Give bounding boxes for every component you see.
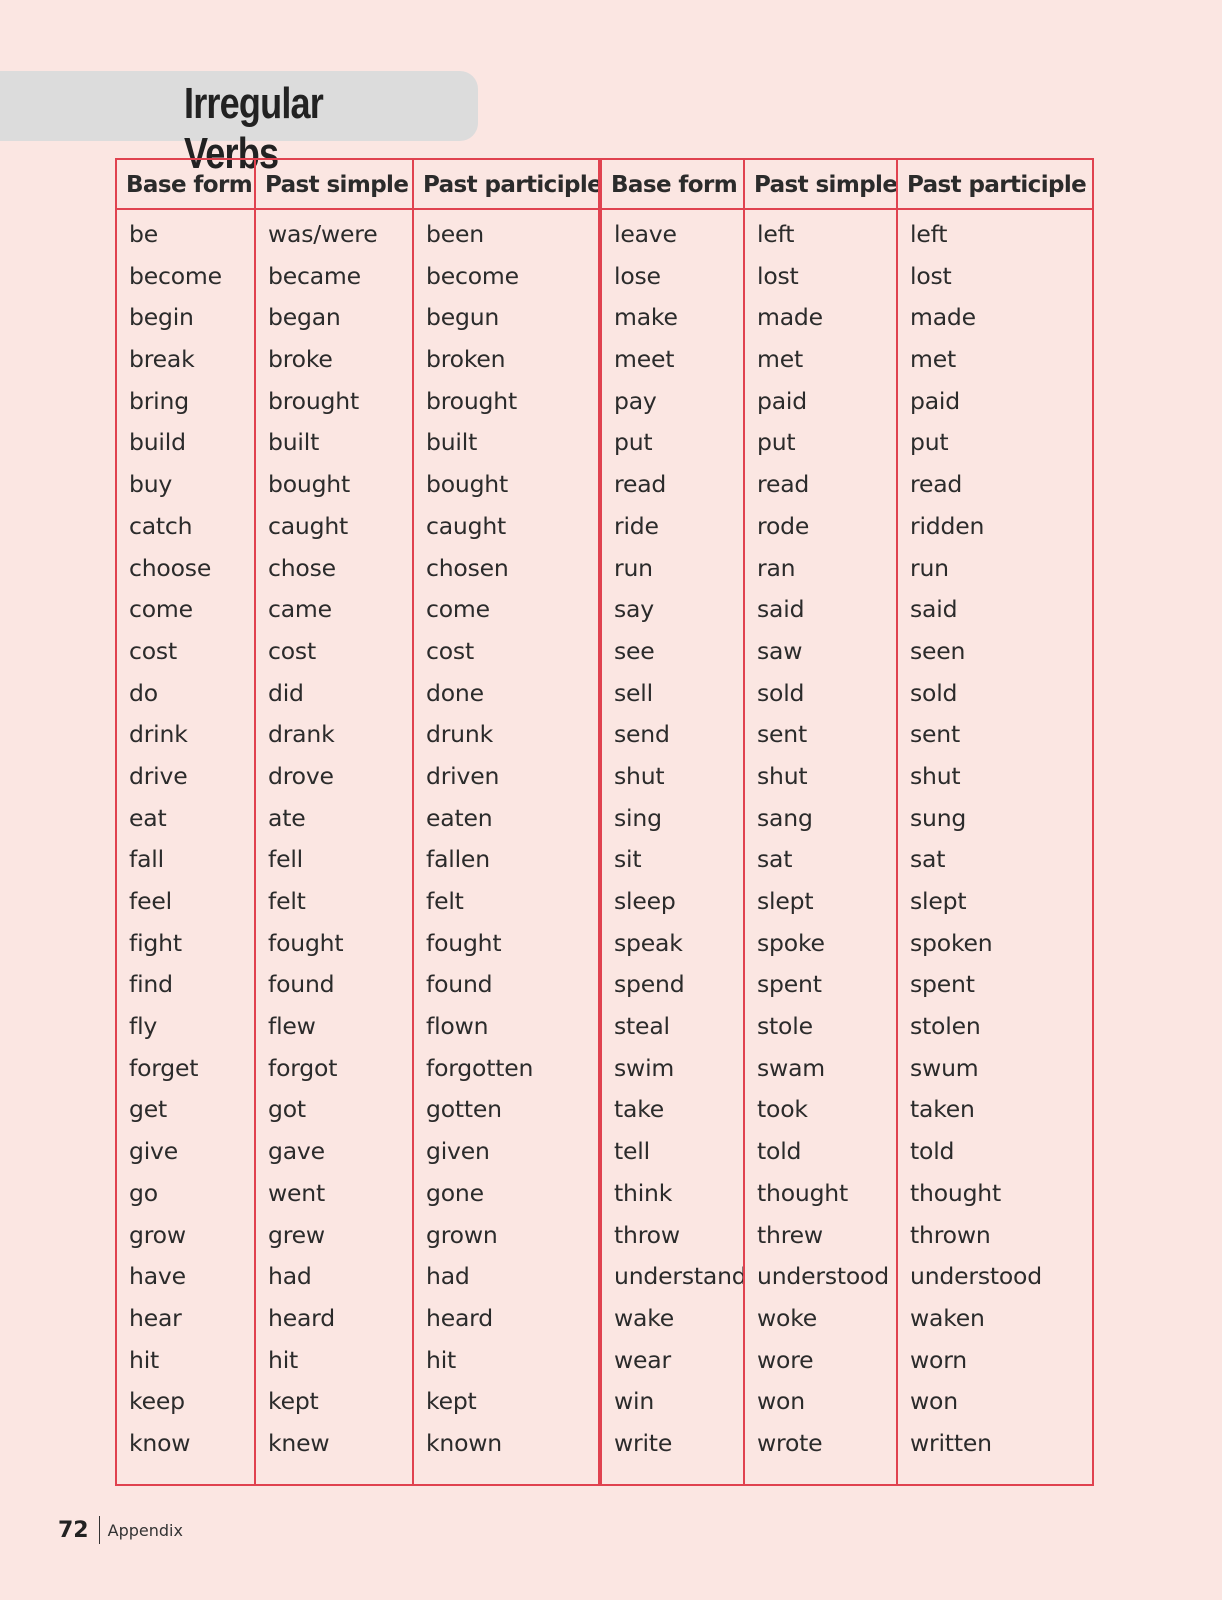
verb-cell: give	[129, 1137, 179, 1166]
verb-cell: thought	[757, 1178, 849, 1207]
verb-cell: know	[129, 1428, 191, 1457]
verb-cell: steal	[614, 1012, 670, 1041]
verb-cell: have	[129, 1262, 186, 1291]
column-header: Past simple	[256, 160, 412, 210]
verb-cell: bought	[426, 470, 509, 499]
page-footer	[58, 1515, 183, 1545]
verb-cell: hit	[129, 1345, 160, 1374]
verb-cell: knew	[268, 1428, 330, 1457]
footer-divider	[99, 1516, 100, 1544]
verb-cell: ran	[757, 553, 796, 582]
verb-cell: made	[910, 303, 976, 332]
verb-cell: read	[910, 470, 963, 499]
verb-cell: flew	[268, 1012, 316, 1041]
verb-cell: drank	[268, 720, 335, 749]
verb-cell: worn	[910, 1345, 967, 1374]
verb-cell: throw	[614, 1220, 680, 1249]
verb-cell: win	[614, 1387, 655, 1416]
verb-cell: hear	[129, 1303, 182, 1332]
word-list	[256, 210, 412, 1465]
verb-cell: sat	[910, 845, 946, 874]
verb-cell: break	[129, 345, 195, 374]
verb-cell: paid	[910, 386, 960, 415]
verb-cell: drive	[129, 761, 188, 790]
verb-cell: sung	[910, 803, 967, 832]
verb-cell: heard	[268, 1303, 335, 1332]
column-header: Base form	[602, 160, 743, 210]
verb-cell: wear	[614, 1345, 671, 1374]
verb-cell: sat	[757, 845, 793, 874]
verb-cell: forgot	[268, 1053, 338, 1082]
verb-cell: sell	[614, 678, 653, 707]
verb-cell: wore	[757, 1345, 814, 1374]
verb-cell: thought	[910, 1178, 1002, 1207]
verb-cell: had	[426, 1262, 470, 1291]
verb-cell: chosen	[426, 553, 509, 582]
verb-cell: fought	[426, 928, 502, 957]
column-past-participle-2	[896, 160, 1092, 1484]
word-list	[117, 210, 254, 1465]
verb-cell: stole	[757, 1012, 813, 1041]
verb-cell: stolen	[910, 1012, 981, 1041]
verb-cell: fallen	[426, 845, 490, 874]
verb-cell: paid	[757, 386, 807, 415]
verb-cell: sit	[614, 845, 642, 874]
verb-cell: hit	[268, 1345, 299, 1374]
verb-cell: gone	[426, 1178, 484, 1207]
verb-cell: find	[129, 970, 173, 999]
verb-cell: sang	[757, 803, 813, 832]
section-label: Appendix	[107, 1520, 183, 1540]
column-past-simple-1	[254, 160, 412, 1484]
verb-cell: slept	[910, 887, 967, 915]
verb-cell: left	[757, 220, 795, 248]
verb-cell: build	[129, 428, 186, 457]
verb-cell: met	[757, 345, 803, 374]
verb-cell: run	[910, 553, 949, 582]
verb-cell: seen	[910, 636, 966, 665]
verb-cell: fought	[268, 928, 344, 957]
column-header: Base form	[117, 160, 254, 210]
verb-cell: made	[757, 303, 823, 332]
verb-cell: saw	[757, 636, 803, 665]
verb-cell: fly	[129, 1012, 158, 1041]
verb-cell: do	[129, 678, 158, 707]
page-title: Irregular Verbs	[184, 79, 324, 178]
verb-cell: buy	[129, 470, 173, 499]
verb-cell: left	[910, 220, 948, 248]
verb-cell: swam	[757, 1053, 825, 1082]
verb-cell: threw	[757, 1220, 823, 1249]
verb-cell: become	[426, 261, 519, 290]
verb-cell: put	[614, 428, 653, 457]
irregular-verbs-table	[115, 158, 1094, 1486]
verb-cell: written	[910, 1428, 992, 1457]
verb-cell: understood	[757, 1262, 889, 1291]
verb-cell: lost	[910, 261, 952, 290]
verb-cell: say	[614, 595, 654, 624]
verb-cell: got	[268, 1095, 306, 1124]
verb-cell: come	[426, 595, 490, 624]
verb-cell: spoke	[757, 928, 825, 957]
verb-cell: make	[614, 303, 678, 332]
verb-cell: gotten	[426, 1095, 502, 1124]
verb-cell: brought	[426, 386, 517, 415]
verb-cell: sing	[614, 803, 662, 832]
verb-cell: began	[268, 303, 341, 332]
verb-cell: wake	[614, 1303, 675, 1332]
verb-cell: broken	[426, 345, 506, 374]
verb-cell: chose	[268, 553, 336, 582]
verb-cell: spent	[910, 970, 975, 999]
verb-cell: won	[910, 1387, 958, 1416]
verb-cell: bring	[129, 386, 189, 415]
verb-cell: put	[757, 428, 796, 457]
verb-cell: had	[268, 1262, 312, 1291]
verb-cell: take	[614, 1095, 665, 1124]
verb-cell: catch	[129, 511, 193, 540]
verb-cell: choose	[129, 553, 212, 582]
verb-cell: bought	[268, 470, 351, 499]
title-banner	[0, 71, 478, 178]
verb-cell: said	[910, 595, 958, 624]
verb-cell: tell	[614, 1137, 650, 1166]
verb-cell: sleep	[614, 887, 676, 915]
verb-cell: put	[910, 428, 949, 457]
word-list	[602, 210, 747, 1465]
verb-cell: feel	[129, 887, 172, 915]
verb-cell: fall	[129, 845, 164, 874]
verb-cell: run	[614, 553, 653, 582]
verb-cell: meet	[614, 345, 675, 374]
verb-cell: was/were	[268, 220, 378, 248]
verb-cell: understand	[614, 1262, 747, 1291]
verb-cell: flown	[426, 1012, 489, 1041]
verb-cell: thrown	[910, 1220, 991, 1249]
word-list	[745, 210, 896, 1465]
verb-cell: slept	[757, 887, 814, 915]
verb-cell: found	[426, 970, 493, 999]
page-number: 72	[58, 1517, 89, 1543]
verb-cell: sold	[757, 678, 805, 707]
column-header: Past participle	[414, 160, 598, 210]
verb-cell: driven	[426, 761, 500, 790]
verb-cell: brought	[268, 386, 359, 415]
verb-cell: given	[426, 1137, 490, 1166]
verb-cell: shut	[910, 761, 961, 790]
verb-cell: read	[757, 470, 810, 499]
verb-cell: known	[426, 1428, 502, 1457]
verb-cell: done	[426, 678, 484, 707]
verb-cell: been	[426, 220, 484, 248]
verb-cell: shut	[614, 761, 665, 790]
verb-cell: think	[614, 1178, 673, 1207]
verb-cell: ride	[614, 511, 659, 540]
verb-cell: lost	[757, 261, 799, 290]
verb-cell: swim	[614, 1053, 675, 1082]
column-header: Past participle	[898, 160, 1092, 210]
verb-cell: said	[757, 595, 805, 624]
verb-cell: write	[614, 1428, 673, 1457]
verb-cell: went	[268, 1178, 325, 1207]
verb-cell: get	[129, 1095, 167, 1124]
verb-cell: fell	[268, 845, 303, 874]
verb-cell: come	[129, 595, 193, 624]
verb-cell: heard	[426, 1303, 493, 1332]
verb-cell: spoken	[910, 928, 993, 957]
word-list	[414, 210, 598, 1465]
word-list	[898, 210, 1092, 1465]
verb-cell: found	[268, 970, 335, 999]
verb-cell: broke	[268, 345, 333, 374]
verb-cell: felt	[426, 887, 464, 915]
verb-cell: drunk	[426, 720, 493, 749]
verb-cell: cost	[268, 636, 316, 665]
verb-cell: cost	[129, 636, 177, 665]
verb-cell: ridden	[910, 511, 985, 540]
verb-cell: forget	[129, 1053, 199, 1082]
column-past-participle-1	[412, 160, 603, 1484]
verb-cell: felt	[268, 887, 306, 915]
verb-cell: keep	[129, 1387, 185, 1416]
verb-cell: send	[614, 720, 670, 749]
verb-cell: eaten	[426, 803, 493, 832]
column-base-form-2	[598, 160, 747, 1484]
verb-cell: rode	[757, 511, 810, 540]
verb-cell: caught	[426, 511, 507, 540]
verb-cell: built	[268, 428, 320, 457]
verb-cell: fight	[129, 928, 182, 957]
verb-cell: told	[757, 1137, 802, 1166]
verb-cell: kept	[426, 1387, 477, 1416]
verb-cell: shut	[757, 761, 808, 790]
verb-cell: built	[426, 428, 478, 457]
verb-cell: wrote	[757, 1428, 823, 1457]
verb-cell: met	[910, 345, 956, 374]
column-past-simple-2	[743, 160, 896, 1484]
verb-cell: see	[614, 636, 655, 665]
verb-cell: won	[757, 1387, 805, 1416]
verb-cell: begin	[129, 303, 194, 332]
verb-cell: taken	[910, 1095, 975, 1124]
verb-cell: grow	[129, 1220, 186, 1249]
verb-cell: speak	[614, 928, 683, 957]
verb-cell: kept	[268, 1387, 319, 1416]
verb-cell: hit	[426, 1345, 457, 1374]
verb-cell: came	[268, 595, 332, 624]
verb-cell: sent	[910, 720, 961, 749]
verb-cell: waken	[910, 1303, 985, 1332]
verb-cell: begun	[426, 303, 500, 332]
verb-cell: go	[129, 1178, 158, 1207]
column-header: Past simple	[745, 160, 896, 210]
verb-cell: become	[129, 261, 222, 290]
verb-cell: took	[757, 1095, 808, 1124]
verb-cell: eat	[129, 803, 167, 832]
verb-cell: spend	[614, 970, 685, 999]
verb-cell: forgotten	[426, 1053, 534, 1082]
verb-cell: drink	[129, 720, 188, 749]
column-base-form-1	[117, 160, 254, 1484]
verb-cell: became	[268, 261, 361, 290]
verb-cell: lose	[614, 261, 661, 290]
verb-cell: be	[129, 220, 158, 248]
verb-cell: read	[614, 470, 667, 499]
verb-cell: gave	[268, 1137, 325, 1166]
verb-cell: told	[910, 1137, 955, 1166]
verb-cell: swum	[910, 1053, 979, 1082]
verb-cell: woke	[757, 1303, 818, 1332]
verb-cell: grew	[268, 1220, 325, 1249]
verb-cell: cost	[426, 636, 474, 665]
verb-cell: spent	[757, 970, 822, 999]
verb-cell: sold	[910, 678, 958, 707]
verb-cell: ate	[268, 803, 306, 832]
verb-cell: grown	[426, 1220, 498, 1249]
verb-cell: leave	[614, 220, 677, 248]
verb-cell: understood	[910, 1262, 1042, 1291]
verb-cell: did	[268, 678, 304, 707]
verb-cell: caught	[268, 511, 349, 540]
verb-cell: pay	[614, 386, 657, 415]
verb-cell: drove	[268, 761, 334, 790]
verb-cell: sent	[757, 720, 808, 749]
